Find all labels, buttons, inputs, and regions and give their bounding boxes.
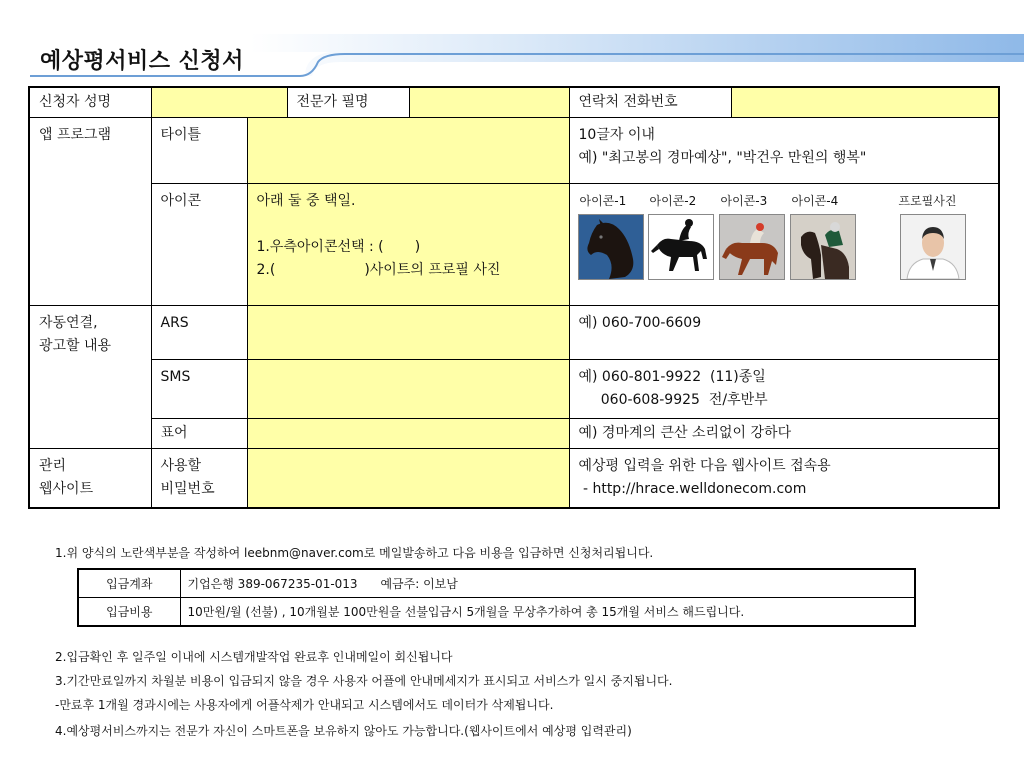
dark-horse-jockey-icon[interactable] xyxy=(790,214,856,280)
password-label xyxy=(151,449,247,509)
application-form-table xyxy=(28,86,1000,509)
icon-selection-field[interactable] xyxy=(247,184,569,306)
icon-option-labels xyxy=(580,190,957,213)
note-2: 2.입금확인 후 일주일 이내에 시스템개발작업 완료후 인내메일이 회신됩니다 xyxy=(55,650,453,664)
expert-pen-name-field[interactable] xyxy=(409,87,569,118)
form-row-ars xyxy=(29,306,999,360)
title-field-label: 타이틀 xyxy=(151,118,247,184)
form-row-icon xyxy=(29,184,999,306)
title-field[interactable] xyxy=(247,118,569,184)
profile-photo-label: 프로필사진 xyxy=(898,194,957,208)
sms-example xyxy=(569,360,999,419)
profile-photo-icon[interactable] xyxy=(900,214,966,280)
horse-head-icon[interactable] xyxy=(578,214,644,280)
sms-label: SMS xyxy=(151,360,247,419)
auto-connect-label-line-1: 자동연결, xyxy=(39,315,98,331)
icon-options-panel xyxy=(569,184,999,306)
contact-phone-field[interactable] xyxy=(731,87,999,118)
website-hint-line-2: - http://hrace.welldonecom.com xyxy=(578,481,807,497)
payment-row-fee xyxy=(78,598,915,627)
icon-option-3-label: 아이콘-3 xyxy=(720,194,768,208)
payment-table xyxy=(77,568,916,627)
icon-option-2-label: 아이콘-2 xyxy=(649,194,697,208)
applicant-name-label: 신청자 성명 xyxy=(29,87,151,118)
ars-label: ARS xyxy=(151,306,247,360)
slogan-field[interactable] xyxy=(247,419,569,449)
admin-website-label xyxy=(29,449,151,509)
form-row-title xyxy=(29,118,999,184)
form-row-sms xyxy=(29,360,999,419)
expert-pen-name-label: 전문가 필명 xyxy=(287,87,409,118)
form-row-applicant xyxy=(29,87,999,118)
icon-option-4-label: 아이콘-4 xyxy=(791,194,839,208)
password-label-line-1: 사용할 xyxy=(160,458,202,474)
fee-label: 입금비용 xyxy=(78,598,180,627)
icon-instruction-line-3: 2.( )사이트의 프로필 사진 xyxy=(256,262,501,278)
auto-connect-label-line-2: 광고할 내용 xyxy=(39,338,112,354)
payment-row-account xyxy=(78,569,915,598)
sms-field[interactable] xyxy=(247,360,569,419)
applicant-name-field[interactable] xyxy=(151,87,287,118)
title-hint-line-2: 예) "최고봉의 경마예상", "박건우 만원의 행복" xyxy=(578,150,867,166)
admin-label-line-1: 관리 xyxy=(39,458,67,474)
note-3-sub: -만료후 1개월 경과시에는 사용자에게 어플삭제가 안내되고 시스템에서도 데이터가 삭제됩니다. xyxy=(55,698,554,712)
fee-value: 10만원/월 (선불) , 10개월분 100만원을 선불입금시 5개월을 무상추가하여 총 15개월 서비스 해드립니다. xyxy=(180,598,915,627)
website-hint-line-1: 예상평 입력을 위한 다음 웹사이트 접속용 xyxy=(578,458,831,474)
title-bar xyxy=(0,0,1024,82)
title-hint-line-1: 10글자 이내 xyxy=(578,127,655,143)
title-hint xyxy=(569,118,999,184)
account-value: 기업은행 389-067235-01-013 예금주: 이보남 xyxy=(180,569,915,598)
sms-example-line-1: 예) 060-801-9922 (11)종일 xyxy=(578,369,766,385)
admin-label-line-2: 웹사이트 xyxy=(39,481,94,497)
password-field[interactable] xyxy=(247,449,569,509)
contact-phone-label: 연락처 전화번호 xyxy=(569,87,731,118)
ars-example: 예) 060-700-6609 xyxy=(569,306,999,360)
racehorse-jockey-icon[interactable] xyxy=(719,214,785,280)
app-program-label: 앱 프로그램 xyxy=(29,118,151,306)
slogan-example: 예) 경마계의 큰산 소리없이 강하다 xyxy=(569,419,999,449)
ars-field[interactable] xyxy=(247,306,569,360)
page-title: 예상평서비스 신청서 xyxy=(40,48,244,74)
icon-option-1-label: 아이콘-1 xyxy=(579,194,627,208)
jockey-silhouette-icon[interactable] xyxy=(648,214,714,280)
form-row-slogan xyxy=(29,419,999,449)
password-label-line-2: 비밀번호 xyxy=(160,481,215,497)
icon-instruction-line-1: 아래 둘 중 택일. xyxy=(256,193,356,209)
sms-example-line-2: 060-608-9925 전/후반부 xyxy=(578,392,768,408)
account-label: 입금계좌 xyxy=(78,569,180,598)
note-1: 1.위 양식의 노란색부분을 작성하여 leebnm@naver.com로 메일발송하고 다음 비용을 입금하면 신청처리됩니다. xyxy=(55,546,654,560)
note-4: 4.예상평서비스까지는 전문가 자신이 스마트폰을 보유하지 않아도 가능합니다.(웹사이트에서 예상평 입력관리) xyxy=(55,724,632,738)
icon-instruction-line-2: 1.우측아이콘선택 : ( ) xyxy=(256,239,421,255)
icon-field-label: 아이콘 xyxy=(151,184,247,306)
auto-connect-label xyxy=(29,306,151,449)
slogan-label: 표어 xyxy=(151,419,247,449)
note-3: 3.기간만료일까지 차월분 비용이 입금되지 않을 경우 사용자 어플에 안내메세지가 표시되고 서비스가 일시 중지됩니다. xyxy=(55,674,673,688)
form-row-admin xyxy=(29,449,999,509)
website-hint xyxy=(569,449,999,509)
